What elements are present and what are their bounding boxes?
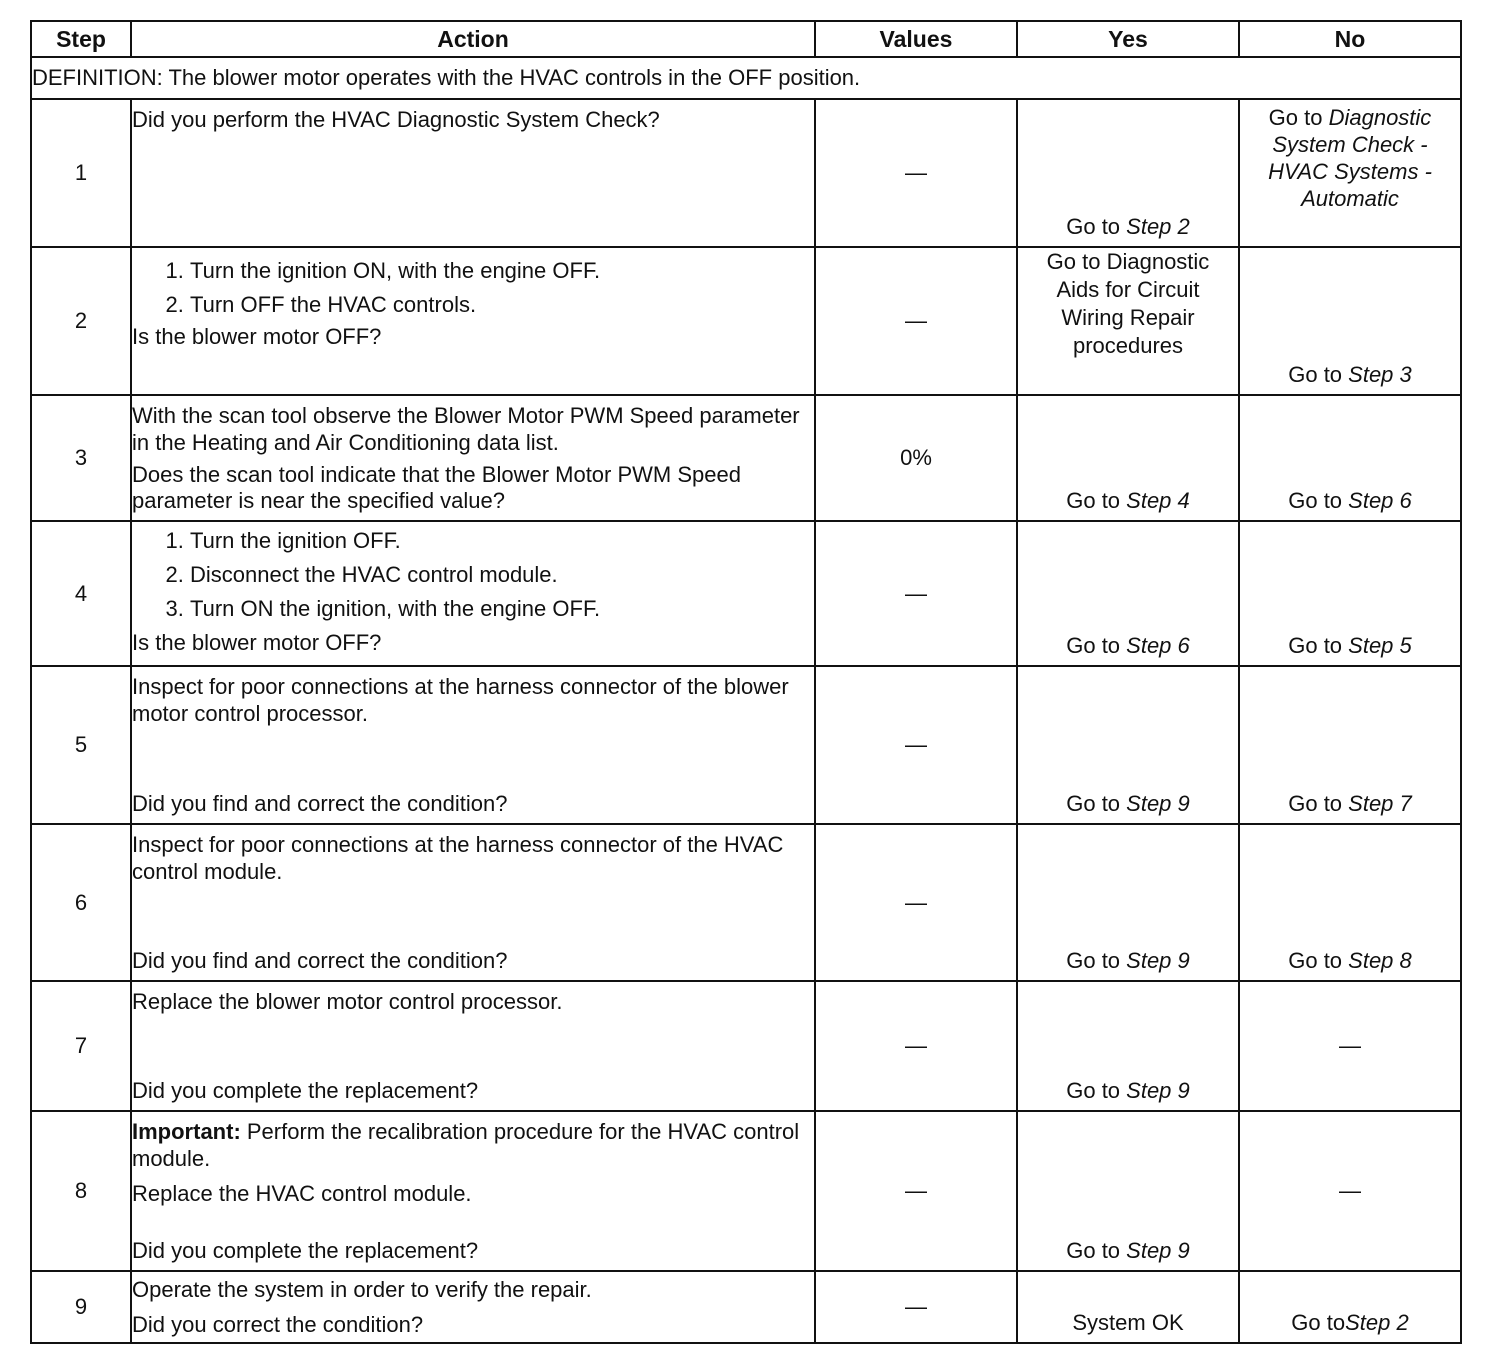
- table-row: [31, 824, 1461, 981]
- yes-cell: [1017, 1271, 1239, 1343]
- table-row: [31, 666, 1461, 824]
- definition-row: [31, 57, 1461, 99]
- action-question: Does the scan tool indicate that the Blower Motor PWM Speed parameter is near the specified value?: [132, 462, 741, 513]
- value-cell: —: [815, 824, 1017, 981]
- action-cell: [131, 1271, 815, 1343]
- no-goto: Go to Step 5: [1288, 633, 1412, 658]
- header-row: [31, 21, 1461, 57]
- action-question: Did you find and correct the condition?: [132, 948, 508, 973]
- yes-goto: Go to Step 9: [1066, 948, 1190, 973]
- table-row: [31, 521, 1461, 666]
- yes-result: System OK: [1072, 1310, 1184, 1335]
- no-cell: [1239, 395, 1461, 521]
- header-no: No: [1239, 21, 1461, 57]
- action-text: Operate the system in order to verify the repair.: [132, 1277, 592, 1302]
- value-cell: —: [815, 1111, 1017, 1271]
- step-link[interactable]: Step 9: [1126, 948, 1190, 973]
- value-cell: 0%: [815, 395, 1017, 521]
- table-row: [31, 981, 1461, 1111]
- action-text: With the scan tool observe the Blower Motor PWM Speed parameter in the Heating and Air Conditioning data list.: [132, 403, 800, 455]
- step-link[interactable]: Step 9: [1126, 1078, 1190, 1103]
- action-question: Is the blower motor OFF?: [132, 324, 382, 349]
- table-row: [31, 395, 1461, 521]
- step-number: 3: [31, 395, 131, 521]
- step-link[interactable]: Step 5: [1348, 633, 1412, 658]
- important-note: Important: Perform the recalibration procedure for the HVAC control module.: [132, 1119, 800, 1171]
- no-cell: [1239, 521, 1461, 666]
- list-item: 1. Turn the ignition ON, with the engine OFF.: [190, 254, 814, 288]
- action-cell: [131, 99, 815, 247]
- header-action: Action: [131, 21, 815, 57]
- yes-goto: Go to Step 2: [1066, 214, 1190, 239]
- yes-goto: Go to Step 9: [1066, 1238, 1190, 1263]
- important-label: Important:: [132, 1119, 241, 1144]
- value-cell: —: [815, 981, 1017, 1111]
- value-cell: —: [815, 247, 1017, 395]
- header-values: Values: [815, 21, 1017, 57]
- action-question: Did you correct the condition?: [132, 1312, 424, 1337]
- value-cell: —: [815, 1271, 1017, 1343]
- action-question: Did you perform the HVAC Diagnostic System Check?: [132, 107, 660, 132]
- no-cell: [1239, 99, 1461, 247]
- list-item: 2. Disconnect the HVAC control module.: [190, 558, 814, 592]
- action-cell: [131, 247, 815, 395]
- yes-cell: [1017, 247, 1239, 395]
- step-link[interactable]: Step 9: [1126, 791, 1190, 816]
- action-cell: [131, 824, 815, 981]
- no-cell: —: [1239, 1111, 1461, 1271]
- step-link[interactable]: Step 9: [1126, 1238, 1190, 1263]
- yes-goto: Go to Step 9: [1066, 791, 1190, 816]
- yes-cell: [1017, 395, 1239, 521]
- yes-cell: [1017, 824, 1239, 981]
- value-cell: —: [815, 666, 1017, 824]
- definition-text: DEFINITION: The blower motor operates with the HVAC controls in the OFF position.: [31, 57, 1461, 99]
- no-goto: Go to Step 6: [1288, 488, 1412, 513]
- action-text: Inspect for poor connections at the harness connector of the blower motor control processor.: [132, 674, 789, 726]
- step-link[interactable]: Step 8: [1348, 948, 1412, 973]
- no-goto: Go to Step 3: [1288, 362, 1412, 387]
- step-number: 8: [31, 1111, 131, 1271]
- step-link[interactable]: Step 4: [1126, 488, 1190, 513]
- action-cell: [131, 981, 815, 1111]
- yes-cell: [1017, 99, 1239, 247]
- no-cell: [1239, 247, 1461, 395]
- step-number: 5: [31, 666, 131, 824]
- action-cell: [131, 1111, 815, 1271]
- action-cell: [131, 666, 815, 824]
- yes-cell: [1017, 521, 1239, 666]
- no-goto: Go to Step 8: [1288, 948, 1412, 973]
- step-link[interactable]: Step 6: [1348, 488, 1412, 513]
- step-number: 9: [31, 1271, 131, 1343]
- step-number: 7: [31, 981, 131, 1111]
- no-goto: Go to Diagnostic System Check - HVAC Systems - Automatic: [1268, 105, 1432, 211]
- step-number: 1: [31, 99, 131, 247]
- action-cell: [131, 521, 815, 666]
- action-text: Inspect for poor connections at the harness connector of the HVAC control module.: [132, 832, 784, 884]
- step-link[interactable]: Step 7: [1348, 791, 1412, 816]
- no-cell: —: [1239, 981, 1461, 1111]
- yes-goto: Go to Step 4: [1066, 488, 1190, 513]
- no-goto: Go toStep 2: [1291, 1310, 1409, 1335]
- step-link[interactable]: Step 3: [1348, 362, 1412, 387]
- table-row: [31, 1111, 1461, 1271]
- yes-goto: Go to Step 9: [1066, 1078, 1190, 1103]
- step-link[interactable]: Step 6: [1126, 633, 1190, 658]
- yes-cell: [1017, 666, 1239, 824]
- action-question: Is the blower motor OFF?: [132, 630, 382, 655]
- no-goto: Go to Step 7: [1288, 791, 1412, 816]
- value-cell: —: [815, 521, 1017, 666]
- action-list: [132, 524, 814, 626]
- table-row: [31, 247, 1461, 395]
- action-cell: [131, 395, 815, 521]
- diagnostic-table: [30, 20, 1462, 1344]
- header-step: Step: [31, 21, 131, 57]
- yes-goto: Go to Step 6: [1066, 633, 1190, 658]
- yes-cell: [1017, 981, 1239, 1111]
- step-link[interactable]: Step 2: [1126, 214, 1190, 239]
- yes-cell: [1017, 1111, 1239, 1271]
- action-list: [132, 254, 814, 322]
- table-row: [31, 99, 1461, 247]
- no-cell: [1239, 824, 1461, 981]
- action-question: Did you complete the replacement?: [132, 1238, 479, 1263]
- no-cell: [1239, 1271, 1461, 1343]
- step-number: 2: [31, 247, 131, 395]
- header-yes: Yes: [1017, 21, 1239, 57]
- no-cell: [1239, 666, 1461, 824]
- table-row: [31, 1271, 1461, 1343]
- action-text: Replace the HVAC control module.: [132, 1181, 472, 1206]
- list-item: 3. Turn ON the ignition, with the engine OFF.: [190, 592, 814, 626]
- value-cell: —: [815, 99, 1017, 247]
- list-item: 2. Turn OFF the HVAC controls.: [190, 288, 814, 322]
- list-item: 1. Turn the ignition OFF.: [190, 524, 814, 558]
- step-number: 4: [31, 521, 131, 666]
- step-number: 6: [31, 824, 131, 981]
- procedure-link[interactable]: Go to Diagnostic Aids for Circuit Wiring Repair procedures: [1046, 249, 1210, 358]
- action-question: Did you find and correct the condition?: [132, 791, 508, 816]
- procedure-link[interactable]: Diagnostic System Check - HVAC Systems - Automatic: [1268, 105, 1432, 211]
- action-text: Replace the blower motor control processor.: [132, 989, 563, 1014]
- step-link[interactable]: Step 2: [1345, 1310, 1409, 1335]
- action-question: Did you complete the replacement?: [132, 1078, 479, 1103]
